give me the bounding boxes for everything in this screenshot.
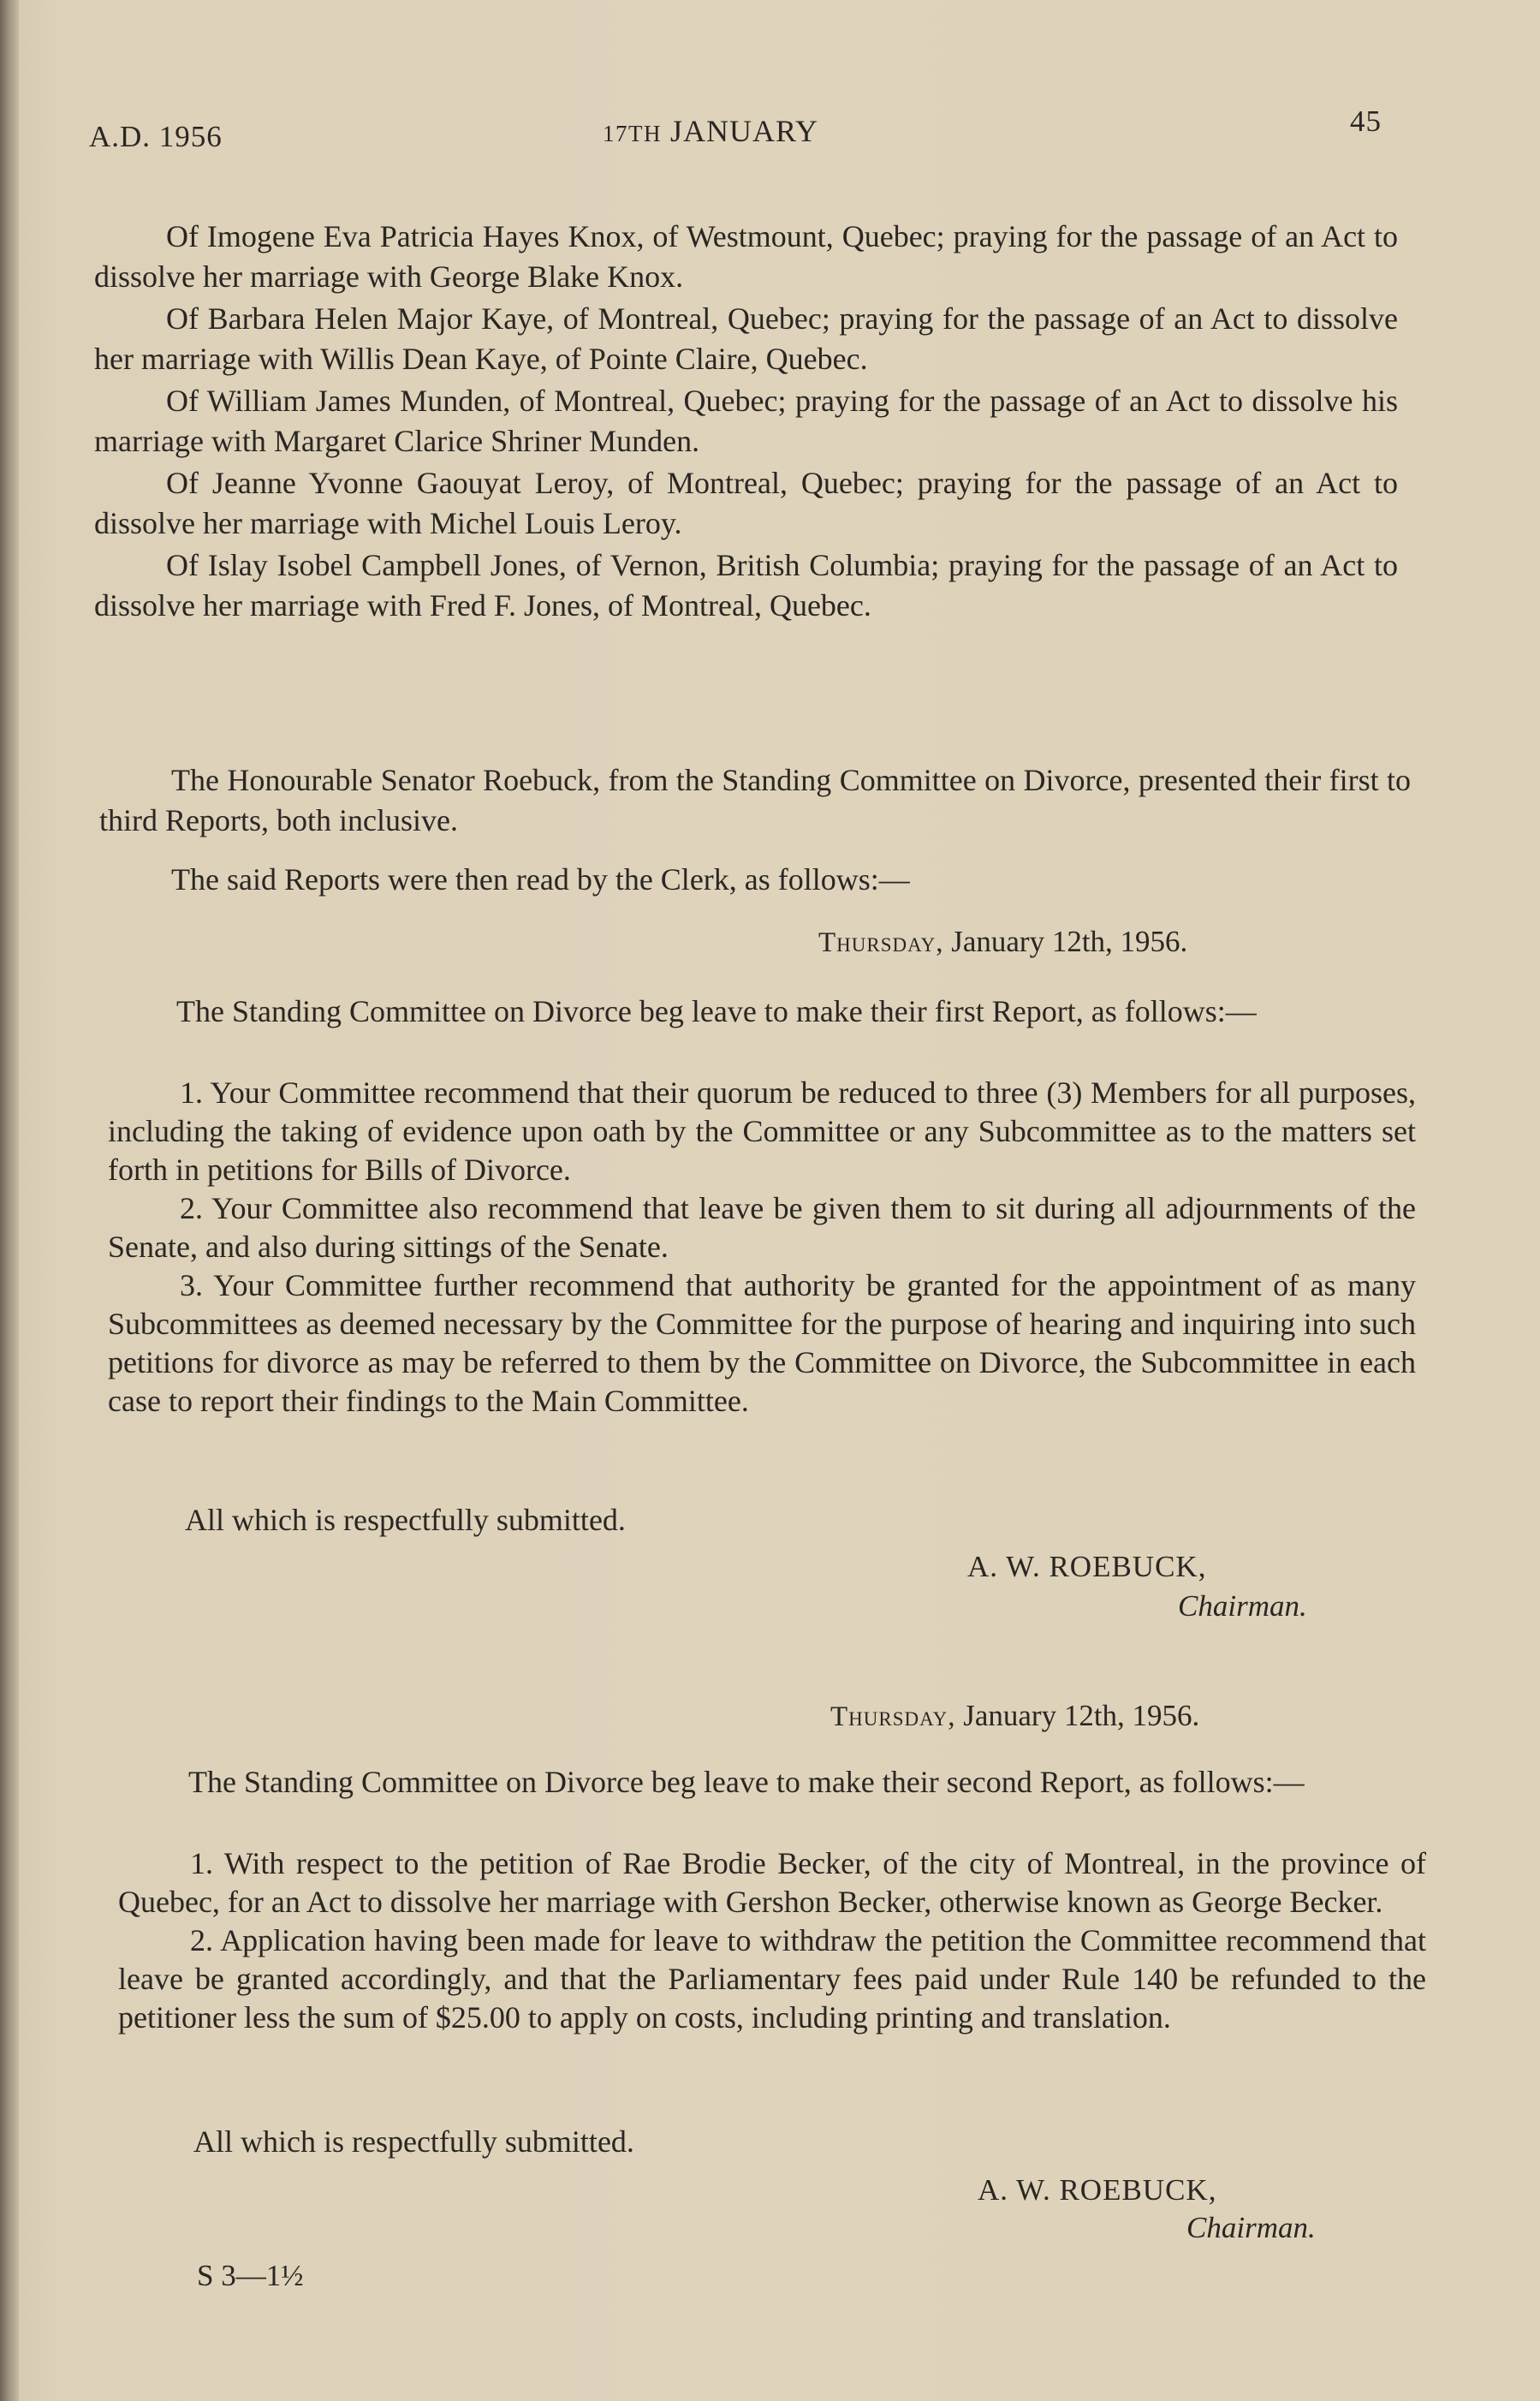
- binding-gutter: [0, 0, 19, 2401]
- petition-item: Of Islay Isobel Campbell Jones, of Vernon, British Columbia; praying for the passage of an Act to dissolve her marriage with Fred F. Jones, of Montreal, Quebec.: [94, 548, 1398, 623]
- report-1-closing: [185, 1500, 1383, 1540]
- report-1-date: [818, 925, 1187, 959]
- report-2-signatory: A. W. ROEBUCK,: [978, 2173, 1217, 2207]
- report-1-item: 3. Your Committee further recommend that authority be granted for the appointment of as many Subcommittees as deemed necessary by the Committee for the purpose of hearing and inquiring into such petitions for divorce as may be referred to them by the Committee on Divorce, the Subcommittee in each case to report their findings to the Main Committee.: [108, 1268, 1416, 1418]
- petition-item: Of Barbara Helen Major Kaye, of Montreal, Quebec; praying for the passage of an Act to dissolve her marriage with Willis Dean Kaye, of Pointe Claire, Quebec.: [94, 301, 1398, 376]
- report-2-opening-text: The Standing Committee on Divorce beg leave to make their second Report, as follows:—: [188, 1765, 1305, 1799]
- header-year: A.D. 1956: [89, 120, 223, 153]
- report-2-closing-text: All which is respectfully submitted.: [193, 2124, 634, 2159]
- petition-item: Of Jeanne Yvonne Gaouyat Leroy, of Montreal, Quebec; praying for the passage of an Act to dissolve her marriage with Michel Louis Leroy.: [94, 466, 1398, 540]
- report-1-items: [108, 1074, 1416, 1421]
- header-date: [603, 113, 818, 149]
- report-2-closing: [193, 2122, 1392, 2162]
- report-1-opening: [104, 992, 1414, 1032]
- report-1-date-day: Thursday,: [818, 927, 944, 958]
- intro-presented: [99, 760, 1411, 841]
- page-number: 45: [1350, 104, 1382, 138]
- report-2-opening: [116, 1762, 1423, 1802]
- report-2-date: [830, 1699, 1199, 1733]
- report-1-opening-text: The Standing Committee on Divorce beg leave to make their first Report, as follows:—: [176, 994, 1257, 1028]
- header-day: 17TH: [603, 121, 662, 146]
- report-1-item: 2. Your Committee also recommend that leave be given them to sit during all adjournments of the Senate, and also during sittings of the Senate.: [108, 1191, 1416, 1264]
- report-2-item: 2. Application having been made for leave to withdraw the petition the Committee recommend that leave be granted accordingly, and that the Parliamentary fees paid under Rule 140 be refunded to the petitioner less the sum of $25.00 to apply on costs, including printing and translation.: [118, 1923, 1426, 2035]
- report-1-item: 1. Your Committee recommend that their quorum be reduced to three (3) Members for all purposes, including the taking of evidence upon oath by the Committee or any Subcommittee as to the matters set forth in petitions for Bills of Divorce.: [108, 1075, 1416, 1187]
- report-1-role: Chairman.: [1178, 1589, 1307, 1623]
- report-2-date-rest: January 12th, 1956.: [963, 1699, 1200, 1732]
- petition-item: Of Imogene Eva Patricia Hayes Knox, of Westmount, Quebec; praying for the passage of an Act to dissolve her marriage with George Blake Knox.: [94, 219, 1398, 294]
- report-1-closing-text: All which is respectfully submitted.: [185, 1503, 626, 1537]
- petition-item: Of William James Munden, of Montreal, Quebec; praying for the passage of an Act to dissolve his marriage with Margaret Clarice Shriner Munden.: [94, 384, 1398, 458]
- report-2-item: 1. With respect to the petition of Rae Brodie Becker, of the city of Montreal, in the province of Quebec, for an Act to dissolve her marriage with Gershon Becker, otherwise known as George Becker.: [118, 1846, 1426, 1919]
- intro-read-text: The said Reports were then read by the Clerk, as follows:—: [171, 862, 910, 897]
- intro-presented-text: The Honourable Senator Roebuck, from the Standing Committee on Divorce, presented their first to third Reports, both inclusive.: [99, 763, 1411, 837]
- report-1-date-rest: January 12th, 1956.: [951, 925, 1188, 958]
- page-header: [89, 104, 1382, 153]
- header-month: JANUARY: [670, 114, 819, 148]
- report-1-signatory: A. W. ROEBUCK,: [967, 1550, 1207, 1583]
- signature-mark: S 3—1½: [197, 2259, 304, 2292]
- report-2-role: Chairman.: [1186, 2211, 1316, 2244]
- report-2-date-day: Thursday,: [830, 1701, 956, 1732]
- intro-read: [99, 860, 1411, 900]
- report-2-items: [118, 1844, 1426, 2037]
- petition-list: [94, 217, 1398, 628]
